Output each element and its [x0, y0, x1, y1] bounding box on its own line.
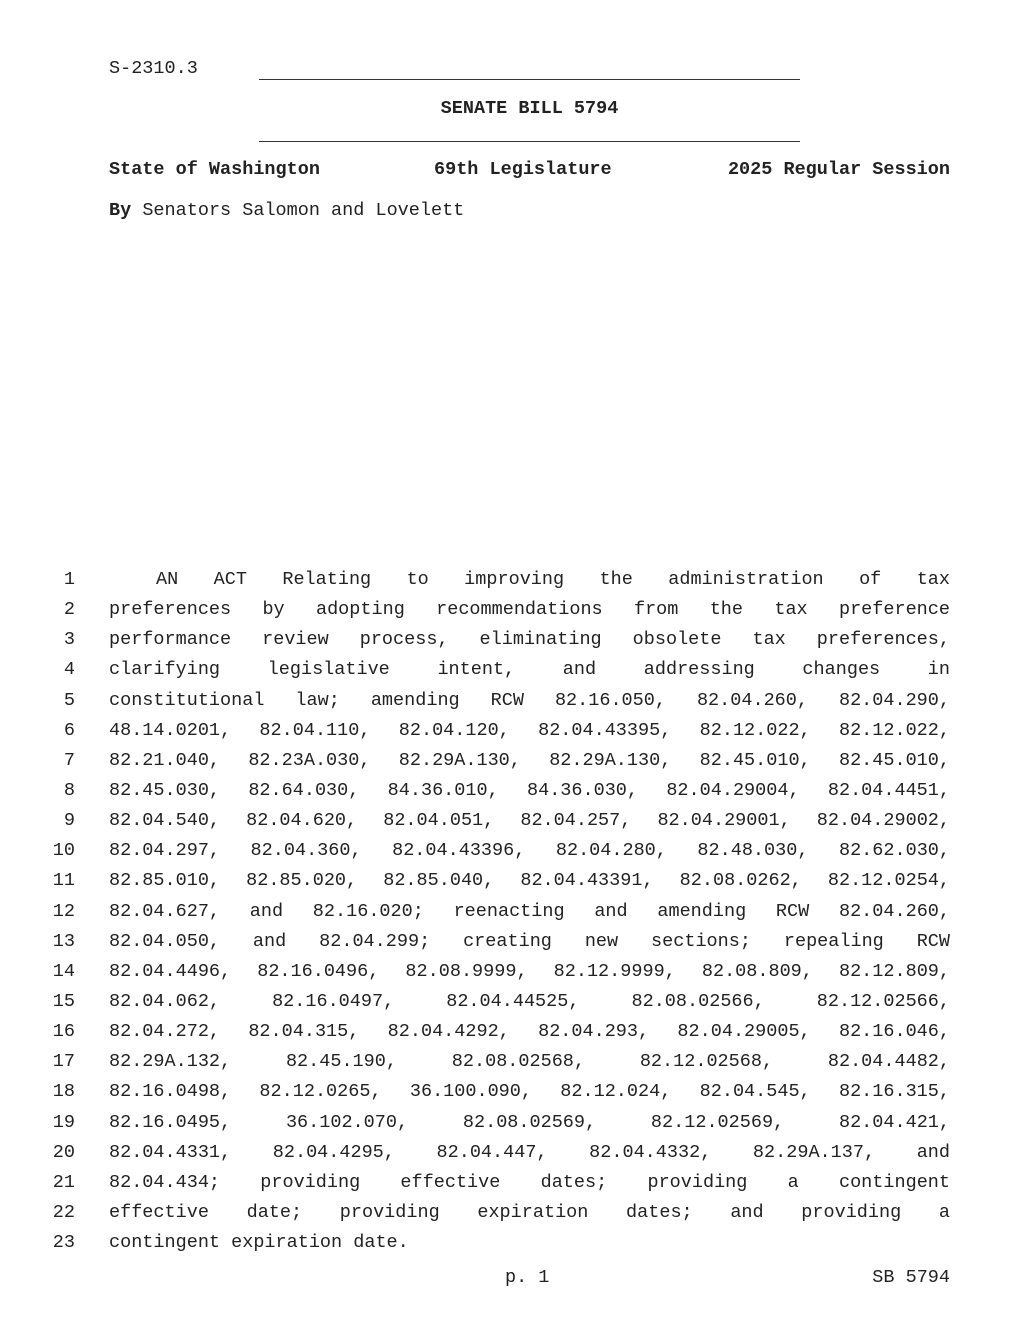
- text-line: [0, 1050, 1024, 1080]
- line-text: 82.04.297, 82.04.360, 82.04.43396, 82.04.280, 82.48.030, 82.62.030,: [109, 840, 950, 862]
- line-number: 23: [52, 1232, 75, 1254]
- text-line: [0, 1080, 1024, 1110]
- line-text: 82.85.010, 82.85.020, 82.85.040, 82.04.43391, 82.08.0262, 82.12.0254,: [109, 870, 950, 892]
- text-line: [0, 960, 1024, 990]
- bill-text: [0, 568, 1024, 1261]
- line-text: 82.29A.132, 82.45.190, 82.08.02568, 82.12.02568, 82.04.4482,: [109, 1051, 950, 1073]
- line-text: 82.16.0498, 82.12.0265, 36.100.090, 82.12.024, 82.04.545, 82.16.315,: [109, 1081, 950, 1103]
- line-number: 13: [52, 930, 75, 952]
- text-line: [0, 1141, 1024, 1171]
- text-line: [0, 689, 1024, 719]
- title-rule-top: [259, 79, 800, 80]
- text-line: [0, 900, 1024, 930]
- line-text: 82.04.434; providing effective dates; providing a contingent: [109, 1171, 950, 1193]
- text-line: [0, 719, 1024, 749]
- document-id: S-2310.3: [109, 58, 198, 79]
- text-line: [0, 779, 1024, 809]
- line-text: 82.04.272, 82.04.315, 82.04.4292, 82.04.293, 82.04.29005, 82.16.046,: [109, 1021, 950, 1043]
- text-line: [0, 869, 1024, 899]
- text-line: [0, 658, 1024, 688]
- footer-bill-id: SB 5794: [872, 1267, 950, 1288]
- line-text: 82.04.062, 82.16.0497, 82.04.44525, 82.08.02566, 82.12.02566,: [109, 990, 950, 1012]
- line-number: 19: [52, 1111, 75, 1133]
- line-number: 8: [63, 779, 75, 801]
- line-text: AN ACT Relating to improving the administration of tax: [156, 569, 950, 590]
- sponsor-names: Senators Salomon and Lovelett: [142, 200, 465, 221]
- line-number: 17: [52, 1051, 75, 1073]
- text-line: [0, 1111, 1024, 1141]
- title-rule-bottom: [259, 141, 800, 142]
- session-label: 2025 Regular Session: [727, 159, 950, 180]
- line-number: 22: [52, 1201, 75, 1223]
- text-line: [0, 1020, 1024, 1050]
- text-line: [0, 930, 1024, 960]
- line-text: effective date; providing expiration dates; and providing a: [109, 1201, 950, 1223]
- sponsor-line: [109, 200, 464, 221]
- text-line: [0, 749, 1024, 779]
- line-text: 82.04.4496, 82.16.0496, 82.08.9999, 82.12.9999, 82.08.809, 82.12.809,: [109, 960, 950, 982]
- line-text: 82.16.0495, 36.102.070, 82.08.02569, 82.12.02569, 82.04.421,: [109, 1111, 950, 1133]
- state-label: State of Washington: [109, 159, 320, 180]
- line-text: 82.21.040, 82.23A.030, 82.29A.130, 82.29A.130, 82.45.010, 82.45.010,: [109, 749, 950, 771]
- legislature-label: 69th Legislature: [434, 159, 612, 180]
- text-line: [0, 568, 1024, 598]
- line-text: 82.45.030, 82.64.030, 84.36.010, 84.36.030, 82.04.29004, 82.04.4451,: [109, 779, 950, 801]
- bill-title: SENATE BILL 5794: [440, 98, 619, 119]
- line-text: 82.04.4331, 82.04.4295, 82.04.447, 82.04.4332, 82.29A.137, and: [109, 1141, 950, 1163]
- line-number: 18: [52, 1081, 75, 1103]
- text-line: [0, 598, 1024, 628]
- page-number: p. 1: [505, 1267, 550, 1288]
- line-text: clarifying legislative intent, and addressing changes in: [109, 659, 950, 681]
- line-number: 15: [52, 990, 75, 1012]
- text-line: [0, 1201, 1024, 1231]
- text-line: [0, 839, 1024, 869]
- text-line: [0, 809, 1024, 839]
- line-text: 82.04.540, 82.04.620, 82.04.051, 82.04.257, 82.04.29001, 82.04.29002,: [109, 810, 950, 832]
- line-number: 6: [63, 719, 75, 741]
- line-number: 10: [52, 840, 75, 862]
- line-text: 48.14.0201, 82.04.110, 82.04.120, 82.04.43395, 82.12.022, 82.12.022,: [109, 719, 950, 741]
- line-text: 82.04.050, and 82.04.299; creating new sections; repealing RCW: [109, 930, 950, 952]
- text-line: [0, 1171, 1024, 1201]
- line-number: 2: [63, 599, 75, 621]
- line-number: 11: [52, 870, 75, 892]
- line-text: 82.04.627, and 82.16.020; reenacting and amending RCW 82.04.260,: [109, 900, 950, 922]
- line-number: 3: [63, 629, 75, 651]
- text-line: [0, 990, 1024, 1020]
- line-number: 7: [63, 749, 75, 771]
- line-text: performance review process, eliminating obsolete tax preferences,: [109, 629, 950, 651]
- line-number: 12: [52, 900, 75, 922]
- line-number: 20: [52, 1141, 75, 1163]
- sponsor-prefix: By: [109, 200, 132, 221]
- line-text: preferences by adopting recommendations from the tax preference: [109, 599, 950, 621]
- line-number: 14: [52, 960, 75, 982]
- line-text: constitutional law; amending RCW 82.16.050, 82.04.260, 82.04.290,: [109, 689, 950, 711]
- line-number: 5: [63, 689, 75, 711]
- line-number: 21: [52, 1171, 75, 1193]
- text-line: [0, 1231, 1024, 1261]
- text-line: [0, 628, 1024, 658]
- line-number: 1: [63, 569, 75, 590]
- line-number: 9: [63, 810, 75, 832]
- line-text: contingent expiration date.: [109, 1232, 409, 1254]
- line-number: 16: [52, 1021, 75, 1043]
- line-number: 4: [63, 659, 75, 681]
